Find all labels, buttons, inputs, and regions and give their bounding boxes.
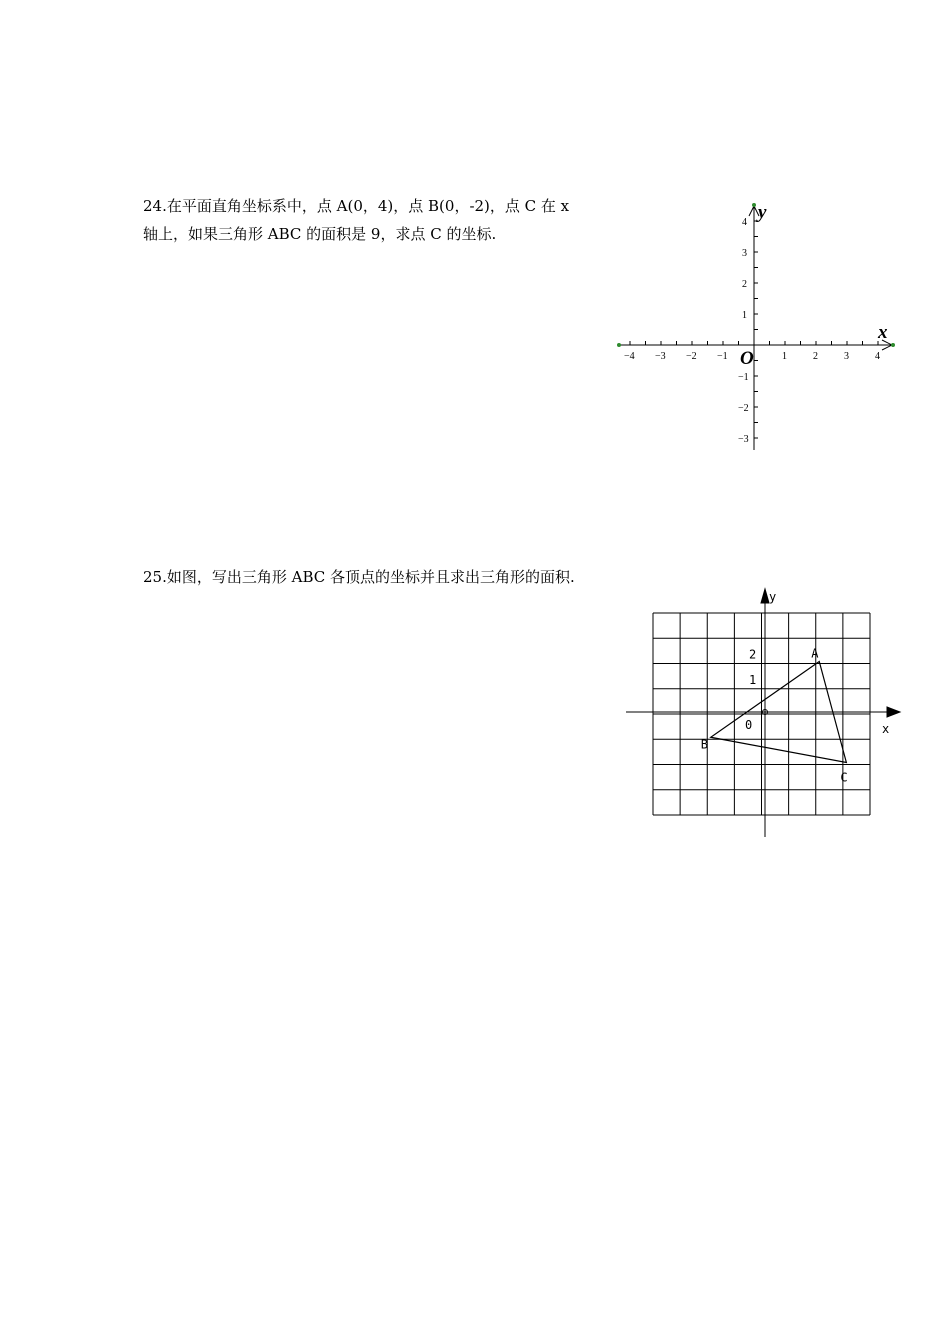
figure-25-grid-triangle: [622, 585, 912, 845]
x-axis-label: x: [878, 322, 888, 343]
y-axis-label: y: [769, 590, 777, 604]
x-tick-label: −2: [686, 351, 697, 362]
y-axis-label: y: [758, 202, 767, 223]
origin-label: 0: [745, 718, 753, 732]
y-tick-label: 1: [742, 310, 747, 321]
y-axis-arrow: [761, 589, 769, 603]
x-axis-right-endpoint: [891, 343, 895, 347]
question-25: [143, 563, 623, 591]
question-25-number: 25.: [143, 568, 167, 586]
y-tick-label: −1: [738, 372, 749, 383]
y-tick-label: 4: [742, 217, 747, 228]
x-tick-label: −1: [717, 351, 728, 362]
y-tick-label: 3: [742, 248, 747, 259]
vertex-label-c: C: [840, 770, 848, 785]
origin-label: O: [740, 348, 754, 369]
question-25-text-line1: 如图，写出三角形 ABC 各顶点的坐标并且求出三角形的面积.: [166, 568, 575, 586]
question-24-line1: [143, 192, 603, 220]
x-tick-label: 4: [875, 351, 880, 362]
figure-24-coordinate-axes: [612, 198, 902, 458]
question-24: [143, 192, 603, 248]
x-tick-label: −4: [624, 351, 635, 362]
x-tick-label: 3: [844, 351, 849, 362]
figure-24-axes: [619, 206, 892, 450]
y-tick-label: −3: [738, 434, 749, 445]
x-axis-left-endpoint: [617, 343, 621, 347]
x-axis-label: x: [882, 722, 890, 736]
question-25-line1: [143, 563, 623, 591]
y-tick-label: 2: [742, 279, 747, 290]
y-tick-label: 1: [749, 672, 757, 687]
y-tick-label: −2: [738, 403, 749, 414]
question-24-number: 24.: [143, 197, 167, 215]
x-tick-label: −3: [655, 351, 666, 362]
vertex-label-b: B: [700, 737, 708, 752]
y-tick-label: 2: [749, 647, 757, 662]
x-axis-arrow: [887, 707, 900, 717]
question-24-text-line2: 轴上，如果三角形 ABC 的面积是 9，求点 C 的坐标.: [143, 225, 497, 243]
vertex-label-a: A: [811, 646, 819, 661]
y-axis-top-endpoint: [752, 203, 756, 207]
x-tick-label: 1: [782, 351, 787, 362]
question-24-text-line1: 在平面直角坐标系中，点 A(0，4)，点 B(0，-2)，点 C 在 x: [166, 197, 570, 215]
x-tick-label: 2: [813, 351, 818, 362]
